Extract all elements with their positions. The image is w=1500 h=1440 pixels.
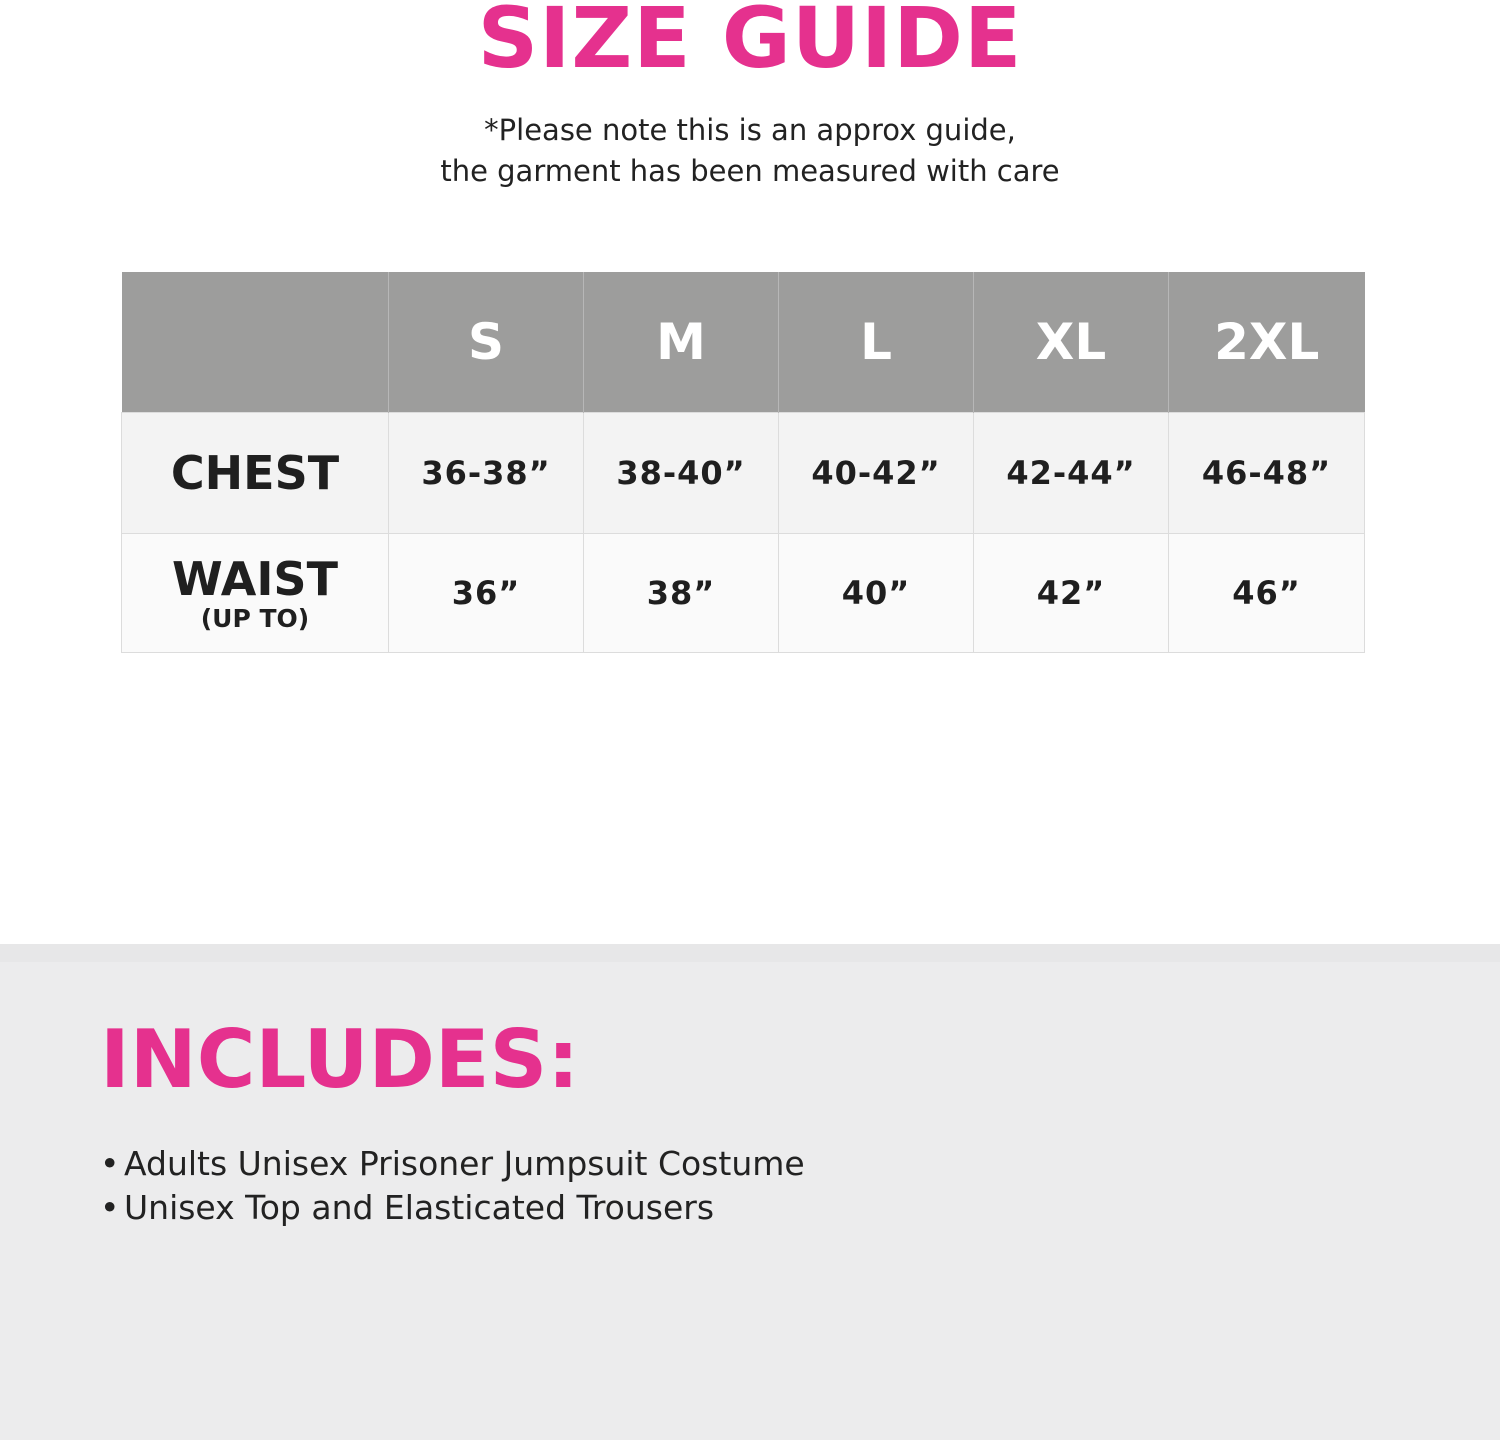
size-header-2xl: 2XL: [1169, 272, 1365, 413]
table-cell: 42-44”: [974, 413, 1169, 534]
table-row-waist: [122, 534, 1365, 653]
table-cell: 40”: [779, 534, 974, 653]
size-table: [121, 272, 1365, 653]
size-header-l: L: [779, 272, 974, 413]
includes-list: [100, 1142, 805, 1230]
row-label-text: WAIST: [172, 552, 338, 606]
includes-title: INCLUDES:: [100, 1013, 580, 1106]
row-label-chest: [122, 413, 389, 534]
list-item: • Adults Unisex Prisoner Jumpsuit Costume: [100, 1142, 805, 1186]
row-label-waist: [122, 534, 389, 653]
header-blank-cell: [122, 272, 389, 413]
size-guide-title: SIZE GUIDE: [477, 0, 1023, 87]
note-line-1: *Please note this is an approx guide,: [484, 113, 1016, 147]
size-header-row: [122, 272, 1365, 413]
row-sublabel-text: (UP TO): [200, 604, 310, 633]
size-guide-note: [0, 110, 1500, 192]
size-header-xl: XL: [974, 272, 1169, 413]
table-cell: 40-42”: [779, 413, 974, 534]
table-cell: 38”: [584, 534, 779, 653]
table-cell: 38-40”: [584, 413, 779, 534]
table-cell: 36”: [389, 534, 584, 653]
table-row-chest: [122, 413, 1365, 534]
size-header-s: S: [389, 272, 584, 413]
list-item: • Unisex Top and Elasticated Trousers: [100, 1186, 805, 1230]
note-line-2: the garment has been measured with care: [440, 154, 1060, 188]
table-cell: 36-38”: [389, 413, 584, 534]
row-label-text: CHEST: [170, 446, 340, 500]
table-cell: 46”: [1169, 534, 1365, 653]
table-cell: 42”: [974, 534, 1169, 653]
size-header-m: M: [584, 272, 779, 413]
table-cell: 46-48”: [1169, 413, 1365, 534]
